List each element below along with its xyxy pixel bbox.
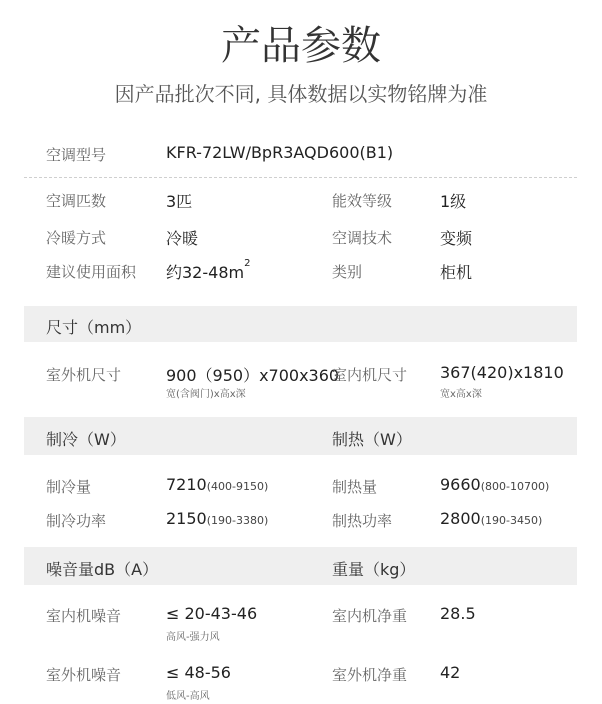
indoor-noise-value: ≤ 20-43-46	[166, 604, 258, 623]
indoor-size-note: 宽x高x深	[440, 389, 482, 400]
cool-pow-label: 制冷功率	[46, 512, 107, 530]
indoor-weight-value: 28.5	[440, 604, 476, 623]
heat-pow-number: 2800	[440, 509, 481, 528]
indoor-noise-label: 室内机噪音	[46, 607, 122, 625]
outdoor-noise-note: 低风-高风	[166, 691, 210, 702]
hp-label: 空调匹数	[46, 192, 107, 210]
tech-label: 空调技术	[332, 229, 393, 247]
indoor-size-value: 367(420)x1810	[440, 363, 564, 382]
area-superscript: 2	[244, 258, 251, 269]
indoor-weight-label: 室内机净重	[332, 607, 408, 625]
outdoor-weight-label: 室外机净重	[332, 666, 408, 684]
energy-value: 1级	[440, 192, 467, 211]
page-subtitle: 因产品批次不同, 具体数据以实物铭牌为准	[114, 82, 488, 106]
type-value: 柜机	[440, 263, 473, 282]
model-label: 空调型号	[46, 146, 107, 164]
heat-cap-label: 制热量	[332, 478, 378, 496]
indoor-size-label: 室内机尺寸	[332, 366, 408, 384]
outdoor-size-label: 室外机尺寸	[46, 366, 122, 384]
heat-cap-range: (800-10700)	[480, 480, 550, 493]
outdoor-noise-value: ≤ 48-56	[166, 663, 231, 682]
cool-cap-value	[166, 475, 268, 494]
cool-cap-number: 7210	[166, 475, 207, 494]
outdoor-weight-value: 42	[440, 663, 461, 682]
cool-cap-range: (400-9150)	[206, 480, 269, 493]
mode-label: 冷暖方式	[46, 229, 107, 247]
heat-section-title: 制热（W）	[332, 430, 412, 449]
outdoor-size-value: 900（950）x700x360	[166, 366, 340, 385]
heat-cap-number: 9660	[440, 475, 481, 494]
hp-value: 3匹	[166, 192, 193, 211]
outdoor-noise-label: 室外机噪音	[46, 666, 122, 684]
tech-value: 变频	[440, 229, 473, 248]
weight-section-title: 重量（kg）	[332, 560, 416, 579]
mode-value: 冷暖	[166, 229, 199, 248]
model-value: KFR-72LW/BpR3AQD600(B1)	[166, 143, 394, 162]
cool-section-title: 制冷（W）	[46, 430, 126, 449]
type-label: 类别	[332, 263, 363, 281]
noise-section-title: 噪音量dB（A）	[46, 560, 159, 579]
energy-label: 能效等级	[332, 192, 393, 210]
cool-pow-number: 2150	[166, 509, 207, 528]
area-number: 约32-48m	[166, 263, 245, 282]
heat-pow-range: (190-3450)	[480, 514, 543, 527]
cool-pow-range: (190-3380)	[206, 514, 269, 527]
indoor-noise-note: 高风-强力风	[166, 632, 220, 643]
area-label: 建议使用面积	[46, 263, 137, 281]
cool-pow-value	[166, 509, 268, 528]
heat-cap-value	[440, 475, 549, 494]
page-title: 产品参数	[221, 23, 381, 69]
divider	[24, 177, 577, 178]
outdoor-size-note: 宽(含阀门)x高x深	[166, 389, 246, 400]
heat-pow-label: 制热功率	[332, 512, 393, 530]
cool-cap-label: 制冷量	[46, 478, 92, 496]
size-section-title: 尺寸（mm）	[46, 318, 142, 337]
heat-pow-value	[440, 509, 542, 528]
area-value	[166, 260, 250, 283]
